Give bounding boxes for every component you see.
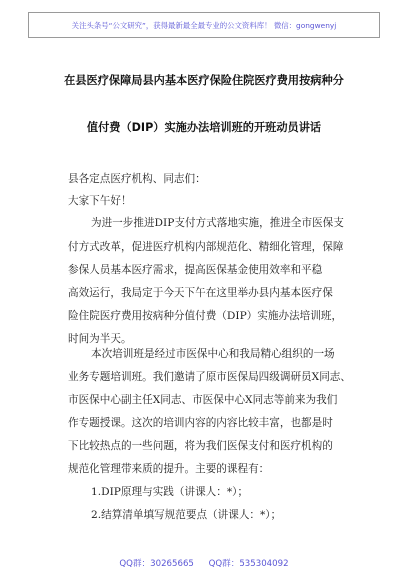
paragraph-line: 参保人员基本医疗需求，提高医保基金使用效率和平稳 — [68, 264, 323, 276]
paragraph-line: 本次培训班是经过市医保中心和我局精心组织的一场 — [91, 348, 335, 360]
footer-contact — [0, 557, 408, 569]
paragraph-line: 高效运行，我局定于今天下午在这里举办县内基本医疗保 — [68, 287, 333, 299]
paragraph-line: 作专题授课。这次的培训内容的内容比较丰富，也都是时 — [68, 417, 333, 429]
course-list-item: 2.结算清单填写规范要点（讲课人：*）； — [91, 509, 282, 521]
document-title-line-2: 值付费（DIP）实施办法培训班的开班动员讲话 — [86, 121, 322, 134]
paragraph-line: 险住院医疗费用按病种分值付费（DIP）实施办法培训班， — [68, 310, 343, 322]
paragraph-line: 为进一步推进DIP支付方式落地实施，推进全市医保支 — [91, 217, 344, 229]
greeting: 大家下午好！ — [68, 195, 132, 207]
salutation: 县各定点医疗机构、同志们： — [68, 173, 206, 185]
paragraph-line: 时间为半天。 — [68, 333, 132, 345]
course-list-item: 1.DIP原理与实践（讲课人：*）； — [91, 486, 249, 498]
paragraph-line: 业务专题培训班。我们邀请了原市医保局四级调研员X同志、 — [68, 371, 351, 383]
paragraph-line: 下比较热点的一些问题，将为我们医保支付和医疗机构的 — [68, 440, 333, 452]
banner-text: 关注头条号“公文研究”，获得最新最全最专业的公文资料库！ 微信：gongwenyj — [71, 20, 337, 30]
header-banner — [28, 12, 380, 38]
qq-group-1: QQ群：30265665 — [119, 559, 194, 569]
document-title-line-1: 在县医疗保障局县内基本医疗保险住院医疗费用按病种分 — [64, 74, 344, 87]
paragraph-line: 付方式改革，促进医疗机构内部规范化、精细化管理，保障 — [68, 241, 344, 253]
paragraph-line: 规范化管理带来质的提升。主要的课程有： — [68, 463, 270, 475]
qq-group-2: QQ群：535304092 — [208, 559, 289, 569]
paragraph-line: 市医保中心副主任X同志、市医保中心X同志等前来为我们 — [68, 394, 338, 406]
